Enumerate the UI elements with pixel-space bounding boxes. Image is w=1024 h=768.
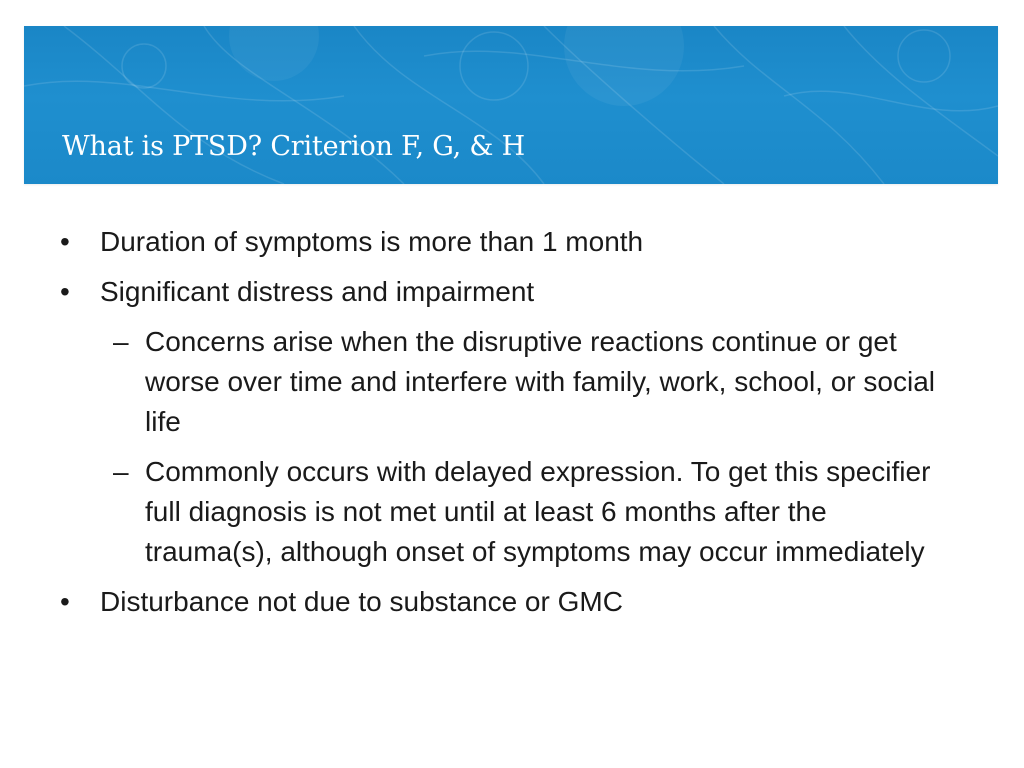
bullet-text: Significant distress and impairment — [100, 276, 535, 307]
bullet-text: Disturbance not due to substance or GMC — [100, 586, 623, 617]
bullet-text: Duration of symptoms is more than 1 month — [100, 226, 644, 257]
sub-bullet-text: Commonly occurs with delayed expression. To get this specifier full diagnosis is not met until at least 6 months after the trauma(s), although onset of symptoms may occur immediately — [145, 456, 931, 567]
sub-bullet-item — [0, 322, 945, 442]
slide-title: What is PTSD? Criterion F, G, & H — [62, 131, 525, 162]
bullet-item — [0, 582, 1024, 622]
bullet-item — [0, 272, 1024, 312]
dash-marker: – — [113, 456, 129, 487]
bullet-marker: • — [60, 226, 70, 257]
sub-bullet-text: Concerns arise when the disruptive reactions continue or get worse over time and interfere with family, work, school, or social life — [145, 326, 935, 437]
bullet-marker: • — [60, 586, 70, 617]
dash-marker: – — [113, 326, 129, 357]
bullet-item — [0, 222, 1024, 262]
title-banner — [24, 26, 998, 184]
bullet-marker: • — [60, 276, 70, 307]
bullet-list — [0, 222, 1024, 632]
sub-bullet-item — [0, 452, 945, 572]
